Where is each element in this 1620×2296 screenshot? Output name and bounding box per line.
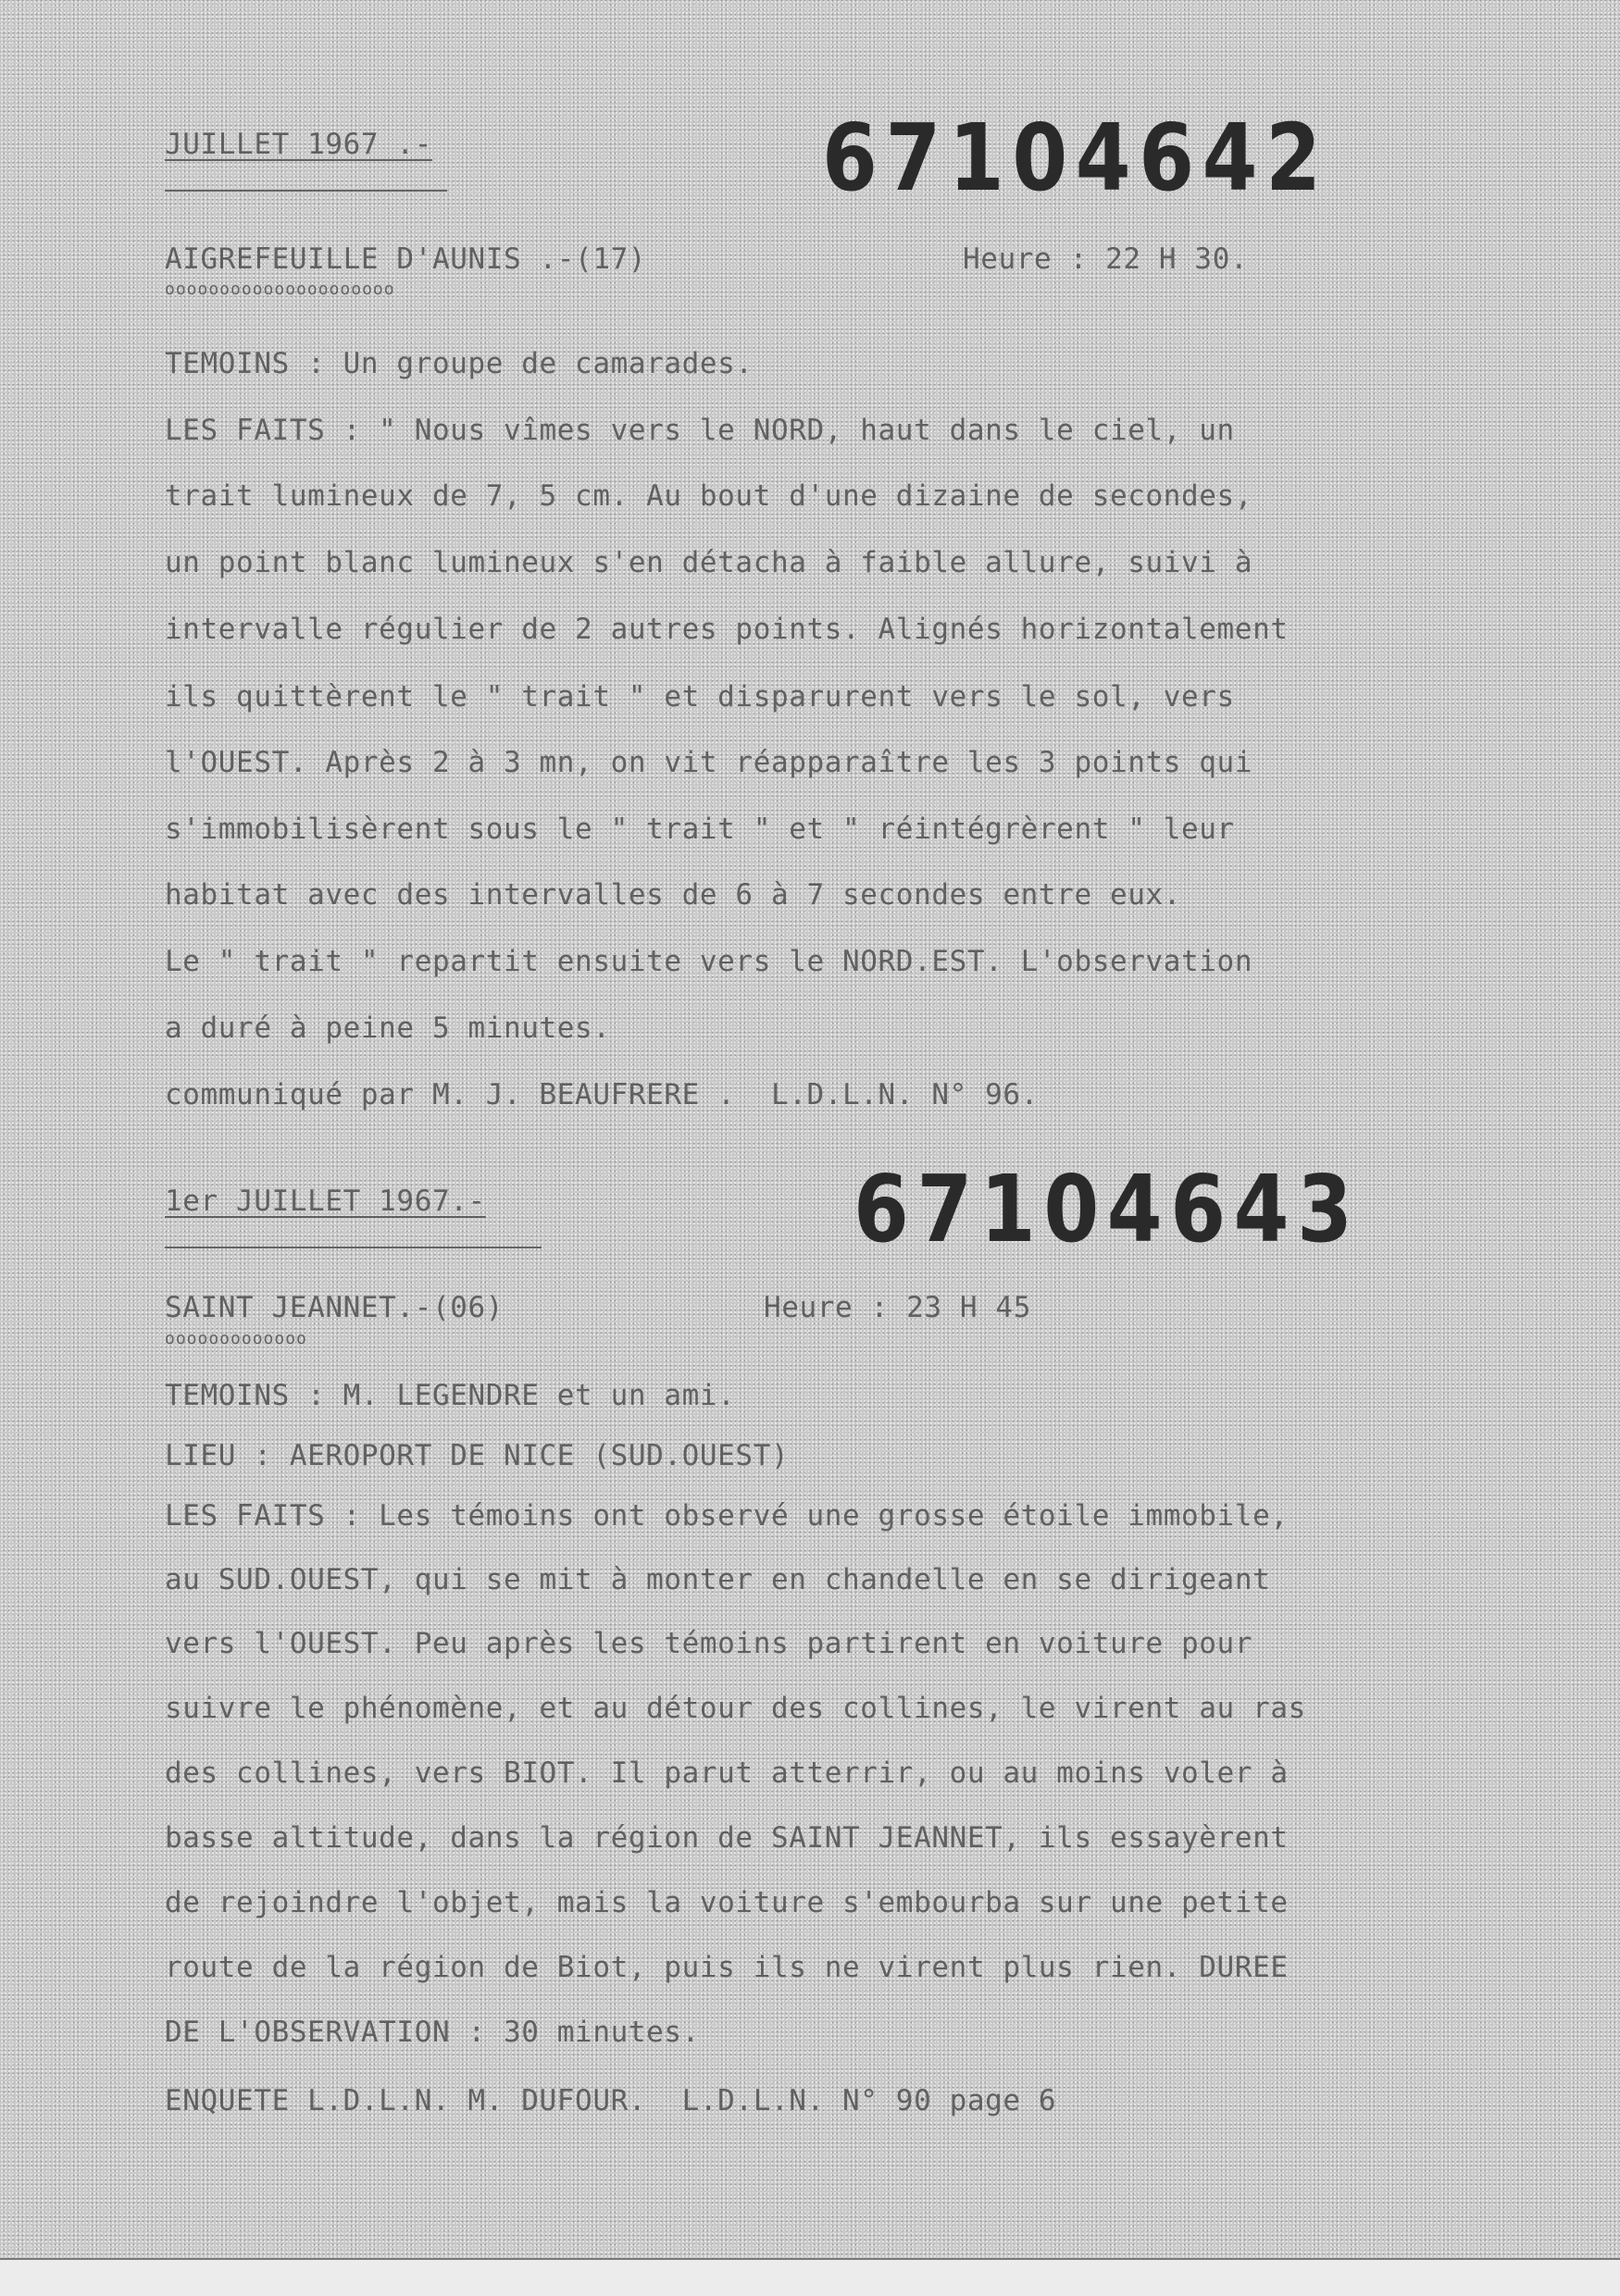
record-1-line-12: communiqué par M. J. BEAUFRERE . L.D.L.N. N° 96. <box>165 1078 1039 1111</box>
record-2-line-6: suivre le phénomène, et au détour des collines, le virent au ras <box>165 1692 1306 1725</box>
record-2-date-rule <box>165 1247 542 1248</box>
record-2-line-12: ENQUETE L.D.L.N. M. DUFOUR. L.D.L.N. N° 90 page 6 <box>165 2084 1057 2117</box>
record-2-line-4: au SUD.OUEST, qui se mit à monter en chandelle en se dirigeant <box>165 1563 1271 1596</box>
record-2-line-8: basse altitude, dans la région de SAINT JEANNET, ils essayèrent <box>165 1821 1289 1855</box>
record-2-time: Heure : 23 H 45 <box>764 1291 1031 1324</box>
record-1-date: JUILLET 1967 .- <box>165 128 432 161</box>
record-1-line-1: TEMOINS : Un groupe de camarades. <box>165 347 754 380</box>
record-1-time: Heure : 22 H 30. <box>963 242 1249 276</box>
record-1-line-11: a duré à peine 5 minutes. <box>165 1011 611 1045</box>
scan-bottom-edge <box>0 2258 1620 2296</box>
record-2-line-2: LIEU : AEROPORT DE NICE (SUD.OUEST) <box>165 1439 790 1472</box>
record-2-line-10: route de la région de Biot, puis ils ne virent plus rien. DUREE <box>165 1951 1289 1984</box>
record-2-line-3: LES FAITS : Les témoins ont observé une grosse étoile immobile, <box>165 1499 1289 1533</box>
record-1-line-10: Le " trait " repartit ensuite vers le NORD.EST. L'observation <box>165 945 1253 978</box>
record-2-date: 1er JUILLET 1967.- <box>165 1185 486 1218</box>
record-2-location: SAINT JEANNET.-(06) <box>165 1291 505 1324</box>
record-2-catalog-number: 67104643 <box>854 1155 1361 1263</box>
record-2-line-1: TEMOINS : M. LEGENDRE et un ami. <box>165 1379 736 1412</box>
record-1-line-3: trait lumineux de 7, 5 cm. Au bout d'une dizaine de secondes, <box>165 479 1253 513</box>
record-1-line-4: un point blanc lumineux s'en détacha à faible allure, suivi à <box>165 546 1253 579</box>
record-1-date-rule <box>165 190 447 192</box>
record-1-line-6: ils quittèrent le " trait " et disparurent vers le sol, vers <box>165 680 1235 714</box>
record-1-line-7: l'OUEST. Après 2 à 3 mn, on vit réapparaître les 3 points qui <box>165 746 1253 779</box>
record-1-location: AIGREFEUILLE D'AUNIS .-(17) <box>165 242 647 276</box>
record-1-line-5: intervalle régulier de 2 autres points. Alignés horizontalement <box>165 613 1289 646</box>
record-1-line-8: s'immobilisèrent sous le " trait " et " réintégrèrent " leur <box>165 813 1235 846</box>
record-1-location-underline: ooooooooooooooooooooo <box>165 279 395 299</box>
record-2-location-underline: ooooooooooooo <box>165 1329 307 1348</box>
record-1-line-2: LES FAITS : " Nous vîmes vers le NORD, haut dans le ciel, un <box>165 414 1235 447</box>
record-2-line-5: vers l'OUEST. Peu après les témoins partirent en voiture pour <box>165 1627 1253 1660</box>
record-2-line-11: DE L'OBSERVATION : 30 minutes. <box>165 2016 700 2049</box>
record-1-catalog-number: 67104642 <box>822 104 1329 212</box>
record-1-line-9: habitat avec des intervalles de 6 à 7 secondes entre eux. <box>165 878 1182 912</box>
record-2-line-9: de rejoindre l'objet, mais la voiture s'embourba sur une petite <box>165 1886 1289 1919</box>
record-2-line-7: des collines, vers BIOT. Il parut atterrir, ou au moins voler à <box>165 1756 1289 1790</box>
